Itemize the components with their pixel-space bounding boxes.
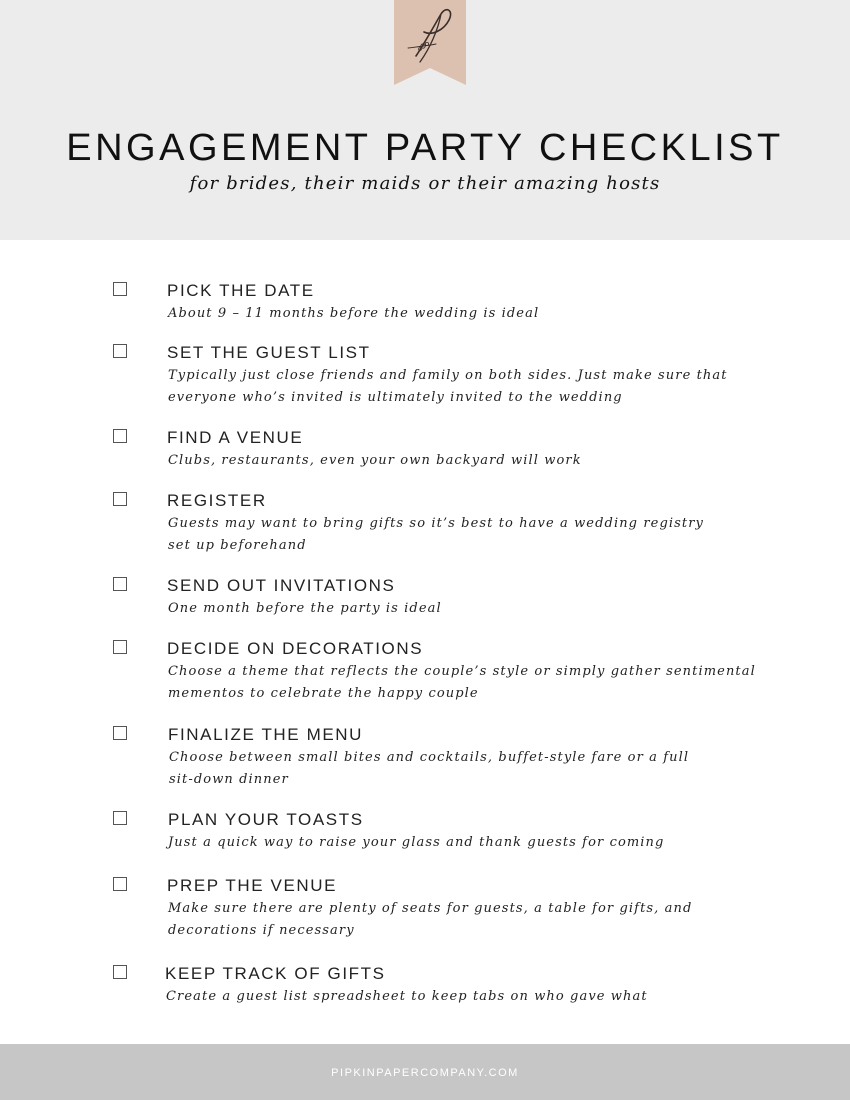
- item-desc-line: About 9 – 11 months before the wedding is ideal: [168, 306, 540, 321]
- item-title: REGISTER: [167, 491, 267, 510]
- item-desc-line: Create a guest list spreadsheet to keep tabs on who gave what: [166, 989, 648, 1004]
- checkbox[interactable]: [113, 877, 127, 891]
- checkbox[interactable]: [113, 282, 127, 296]
- checkbox[interactable]: [113, 577, 127, 591]
- monogram-p-icon: [394, 0, 466, 85]
- item-title: SEND OUT INVITATIONS: [167, 576, 396, 595]
- checkbox[interactable]: [113, 429, 127, 443]
- checkbox[interactable]: [113, 726, 127, 740]
- item-title: FINALIZE THE MENU: [168, 725, 364, 744]
- item-title: SET THE GUEST LIST: [167, 343, 371, 362]
- footer-website: PIPKINPAPERCOMPANY.COM: [331, 1067, 519, 1079]
- item-desc-line: Make sure there are plenty of seats for guests, a table for gifts, and: [168, 901, 693, 916]
- checkbox[interactable]: [113, 811, 127, 825]
- header-band: [0, 0, 850, 240]
- item-title: KEEP TRACK OF GIFTS: [165, 964, 386, 983]
- item-desc-line: Clubs, restaurants, even your own backyard will work: [168, 453, 582, 468]
- footer-band: [0, 1044, 850, 1100]
- item-desc-line: Choose a theme that reflects the couple’s style or simply gather sentimental: [168, 664, 756, 679]
- item-desc-line: Typically just close friends and family on both sides. Just make sure that: [168, 368, 728, 383]
- checkbox[interactable]: [113, 492, 127, 506]
- item-title: PICK THE DATE: [167, 281, 315, 300]
- item-desc-line: decorations if necessary: [168, 923, 355, 938]
- item-title: PLAN YOUR TOASTS: [168, 810, 364, 829]
- item-desc-line: One month before the party is ideal: [168, 601, 442, 616]
- checkbox[interactable]: [113, 640, 127, 654]
- item-desc-line: mementos to celebrate the happy couple: [168, 686, 479, 701]
- item-desc-line: Choose between small bites and cocktails, buffet-style fare or a full: [169, 750, 690, 765]
- item-desc-line: Just a quick way to raise your glass and thank guests for coming: [168, 835, 665, 850]
- checkbox[interactable]: [113, 344, 127, 358]
- item-desc-line: everyone who’s invited is ultimately invited to the wedding: [168, 390, 623, 405]
- item-title: DECIDE ON DECORATIONS: [167, 639, 424, 658]
- item-desc-line: sit-down dinner: [169, 772, 289, 787]
- page-title: ENGAGEMENT PARTY CHECKLIST: [66, 127, 784, 169]
- item-title: FIND A VENUE: [167, 428, 304, 447]
- item-desc-line: set up beforehand: [168, 538, 307, 553]
- item-desc-line: Guests may want to bring gifts so it’s best to have a wedding registry: [168, 516, 704, 531]
- checkbox[interactable]: [113, 965, 127, 979]
- item-title: PREP THE VENUE: [167, 876, 338, 895]
- page-subtitle: for brides, their maids or their amazing hosts: [189, 173, 661, 194]
